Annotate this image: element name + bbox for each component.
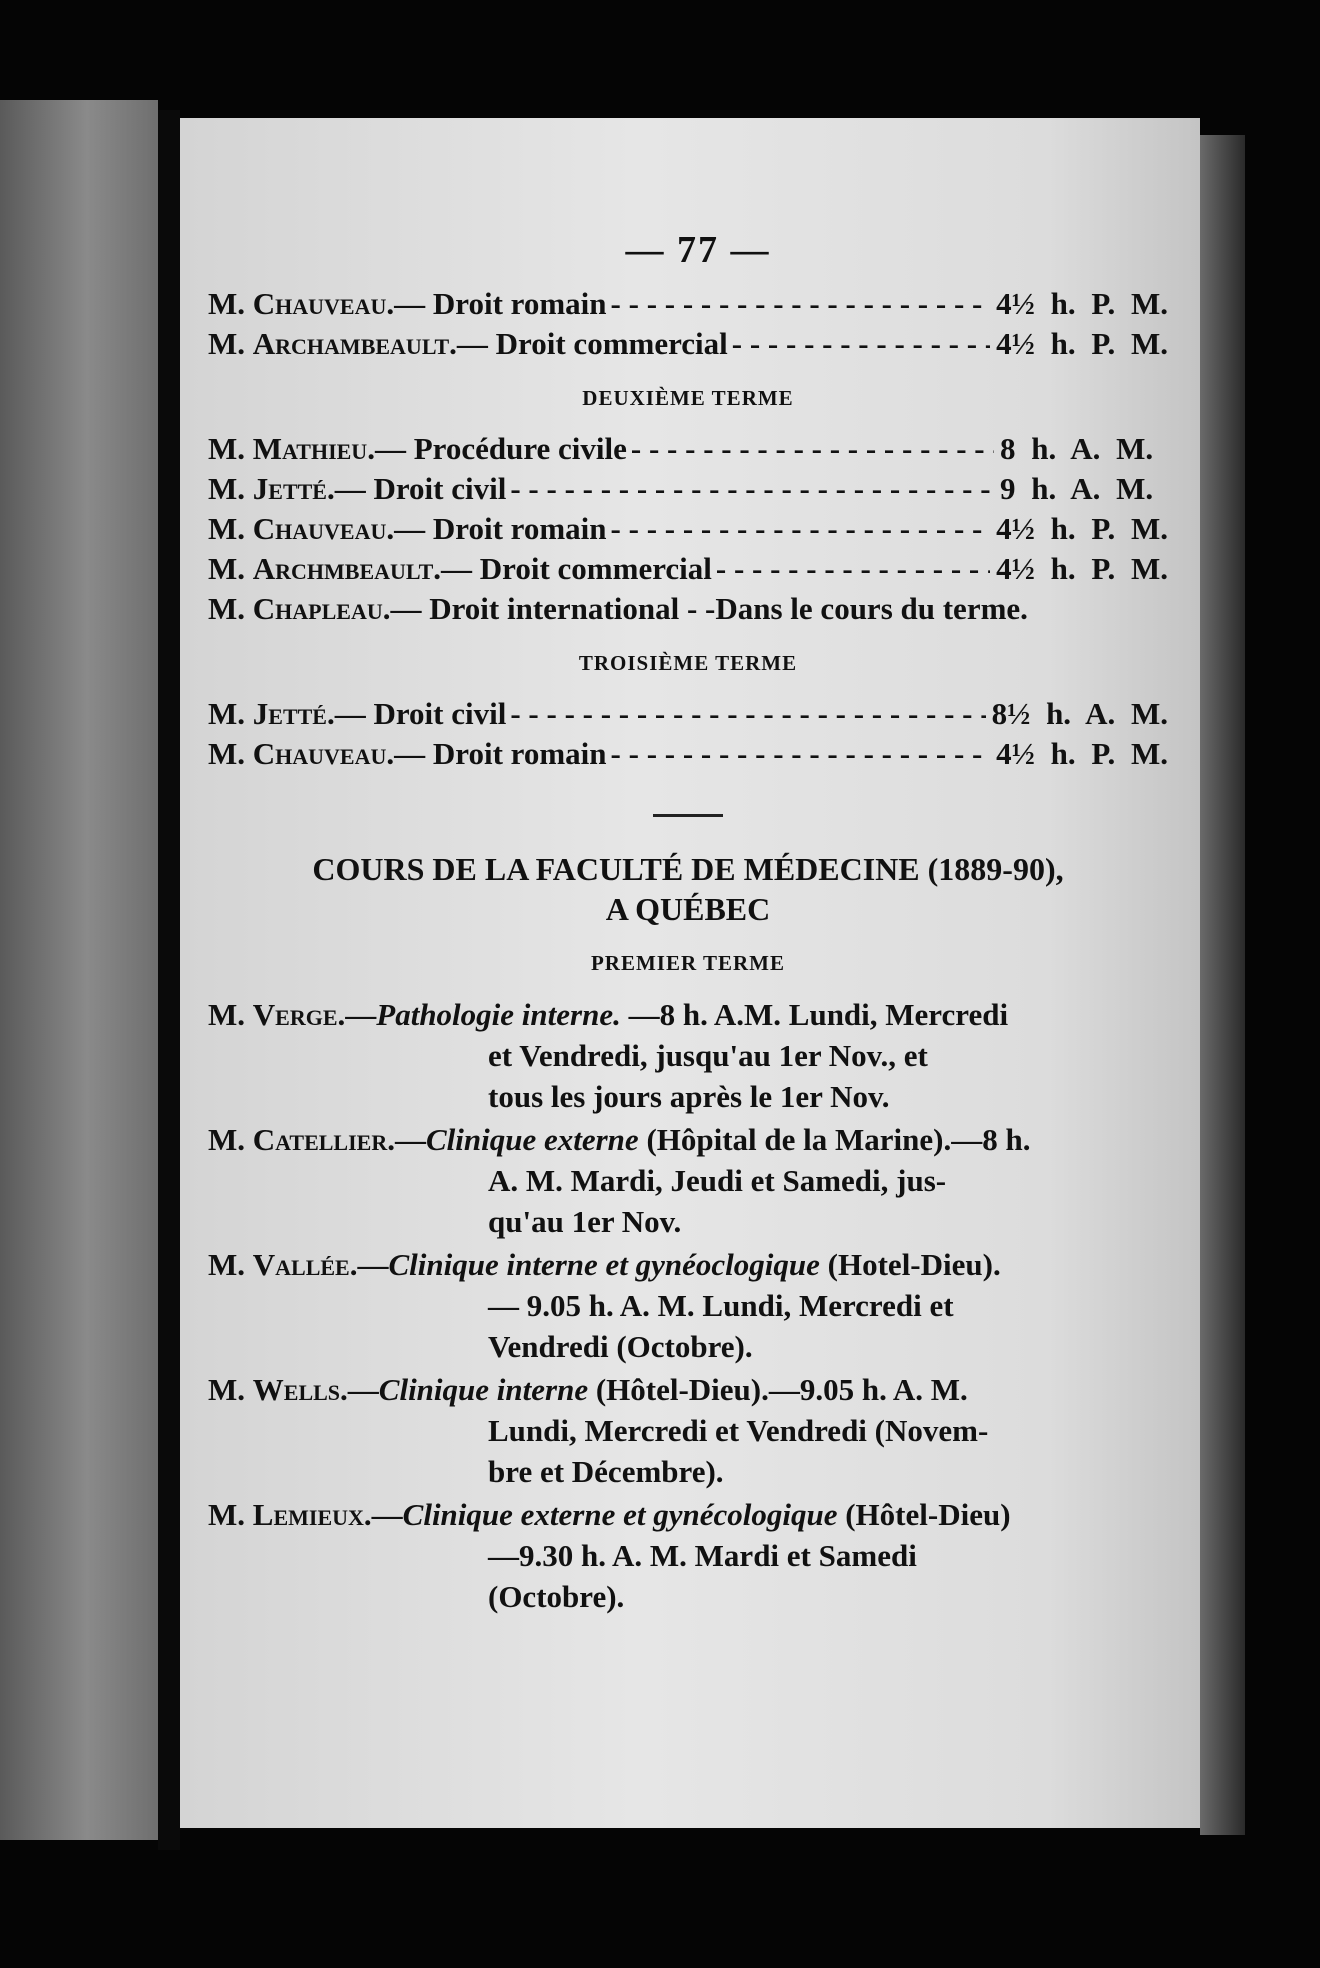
course-time: 8½ h. A. M. (991, 696, 1168, 731)
course-name: Clinique externe et gynécologique (402, 1497, 838, 1532)
course-details: (Hôtel-Dieu) (837, 1497, 1011, 1532)
heading-deuxieme-terme: DEUXIÈME TERME (582, 386, 794, 410)
droit-schedule-deuxieme-terme (208, 429, 1168, 629)
course-name: Clinique interne et gynéoclogique (388, 1247, 820, 1282)
course-time: 4½ h. P. M. (996, 551, 1168, 586)
title-prefix: M. (208, 511, 246, 546)
title-prefix: M. (208, 1372, 246, 1407)
left-page-edge (0, 100, 158, 1840)
course-name: Clinique interne (378, 1372, 589, 1407)
course-name: Droit commercial (479, 551, 712, 586)
medecine-title-line: COURS DE LA FACULTÉ DE MÉDECINE (1889-90), (312, 851, 1064, 887)
medecine-entry (208, 1494, 1168, 1617)
title-prefix: M. (208, 1497, 246, 1532)
professor-name: Catellier. (252, 1122, 395, 1157)
separator: — (371, 1497, 403, 1532)
schedule-line (208, 694, 1168, 734)
course-details: (Hôpital de la Marine).—8 h. (638, 1122, 1031, 1157)
course-name: Droit romain (432, 286, 607, 321)
entry-first-line (208, 1244, 1168, 1285)
professor-name: Archmbeault. (252, 551, 442, 586)
course-details: (Hôtel-Dieu).—9.05 h. A. M. (588, 1372, 968, 1407)
title-prefix: M. (208, 1247, 246, 1282)
course-name: Pathologie interne. (376, 997, 621, 1032)
medecine-title (208, 849, 1168, 929)
section-divider (653, 814, 723, 817)
separator: — (357, 1247, 389, 1282)
separator: — (334, 471, 366, 506)
separator: — (345, 997, 377, 1032)
course-details: (Hotel-Dieu). (819, 1247, 1001, 1282)
schedule-line (208, 469, 1168, 509)
separator: — (441, 551, 473, 586)
entry-continuation: — 9.05 h. A. M. Lundi, Mercredi et (488, 1288, 954, 1323)
professor-name: Vallée. (252, 1247, 358, 1282)
course-time: 4½ h. P. M. (996, 326, 1168, 361)
schedule-line (208, 324, 1168, 364)
separator: — (390, 591, 422, 626)
course-time: 8 h. A. M. (1000, 431, 1154, 466)
entry-continuation: A. M. Mardi, Jeudi et Samedi, jus- (488, 1163, 947, 1198)
separator: — (394, 1122, 426, 1157)
title-prefix: M. (208, 471, 246, 506)
entry-continuation: bre et Décembre). (488, 1454, 724, 1489)
heading-premier-terme: PREMIER TERME (590, 951, 786, 975)
separator: — (456, 326, 488, 361)
schedule-line (208, 549, 1168, 589)
entry-continuation: et Vendredi, jusqu'au 1er Nov., et (488, 1038, 928, 1073)
schedule-line (208, 509, 1168, 549)
page-stack-edge (1200, 135, 1245, 1835)
medecine-entry (208, 1369, 1168, 1492)
page-content (208, 228, 1168, 1619)
professor-name: Chauveau. (252, 511, 395, 546)
entry-continuation: (Octobre). (488, 1579, 625, 1614)
course-name: Procédure civile (413, 431, 627, 466)
entry-first-line (208, 1494, 1168, 1535)
title-prefix: M. (208, 326, 246, 361)
title-prefix: M. (208, 736, 246, 771)
entry-continuation: —9.30 h. A. M. Mardi et Samedi (488, 1538, 917, 1573)
leader-dashes (506, 694, 985, 734)
title-prefix: M. (208, 551, 246, 586)
course-name: Droit romain (432, 736, 607, 771)
leader-dashes (712, 549, 990, 589)
entry-first-line (208, 994, 1168, 1035)
title-prefix: M. (208, 431, 246, 466)
leader-dashes (506, 469, 994, 509)
medecine-entry (208, 1119, 1168, 1242)
course-time: 4½ h. P. M. (996, 286, 1168, 321)
entry-continuation: tous les jours après le 1er Nov. (488, 1079, 890, 1114)
medecine-title-line: A QUÉBEC (605, 891, 771, 927)
book-gutter (158, 110, 180, 1850)
course-name: Droit civil (373, 471, 507, 506)
course-time: 9 h. A. M. (1000, 471, 1154, 506)
separator: — (334, 696, 366, 731)
professor-name: Verge. (252, 997, 346, 1032)
entry-continuation: qu'au 1er Nov. (488, 1204, 682, 1239)
separator: — (394, 736, 426, 771)
entry-first-line (208, 1369, 1168, 1410)
course-time: 4½ h. P. M. (996, 736, 1168, 771)
schedule-line (208, 284, 1168, 324)
professor-name: Chauveau. (252, 286, 395, 321)
course-details: —8 h. A.M. Lundi, Mercredi (620, 997, 1009, 1032)
separator: — (347, 1372, 379, 1407)
schedule-line (208, 589, 1168, 629)
professor-name: Jetté. (252, 471, 335, 506)
professor-name: Chauveau. (252, 736, 395, 771)
medecine-schedule (208, 994, 1168, 1617)
separator: — (394, 511, 426, 546)
leader-dashes (607, 734, 991, 774)
schedule-line (208, 429, 1168, 469)
professor-name: Mathieu. (252, 431, 375, 466)
title-prefix: M. (208, 591, 246, 626)
leader-dashes (607, 284, 991, 324)
medecine-entry (208, 1244, 1168, 1367)
title-prefix: M. (208, 696, 246, 731)
professor-name: Archambeault. (252, 326, 457, 361)
course-name: Clinique externe (425, 1122, 639, 1157)
book-page (180, 118, 1200, 1828)
separator: — (394, 286, 426, 321)
professor-name: Wells. (252, 1372, 348, 1407)
title-prefix: M. (208, 286, 246, 321)
droit-schedule-end-premier-terme (208, 284, 1168, 364)
course-time: 4½ h. P. M. (996, 511, 1168, 546)
professor-name: Jetté. (252, 696, 335, 731)
course-name: Droit civil (373, 696, 507, 731)
professor-name: Lemieux. (252, 1497, 372, 1532)
title-prefix: M. (208, 997, 246, 1032)
title-prefix: M. (208, 1122, 246, 1157)
course-name: Droit international (429, 591, 680, 626)
course-name: Droit romain (432, 511, 607, 546)
entry-continuation: Lundi, Mercredi et Vendredi (Novem- (488, 1413, 989, 1448)
entry-first-line (208, 1119, 1168, 1160)
leader-dashes (728, 324, 990, 364)
page-number: — 77 — (625, 229, 771, 271)
course-time: - -Dans le cours du terme. (686, 591, 1028, 626)
schedule-line (208, 734, 1168, 774)
medecine-entry (208, 994, 1168, 1117)
droit-schedule-troisieme-terme (208, 694, 1168, 774)
leader-dashes (627, 429, 994, 469)
entry-continuation: Vendredi (Octobre). (488, 1329, 753, 1364)
heading-troisieme-terme: TROISIÈME TERME (578, 651, 798, 675)
leader-dashes (607, 509, 991, 549)
professor-name: Chapleau. (252, 591, 391, 626)
separator: — (374, 431, 406, 466)
course-name: Droit commercial (495, 326, 728, 361)
